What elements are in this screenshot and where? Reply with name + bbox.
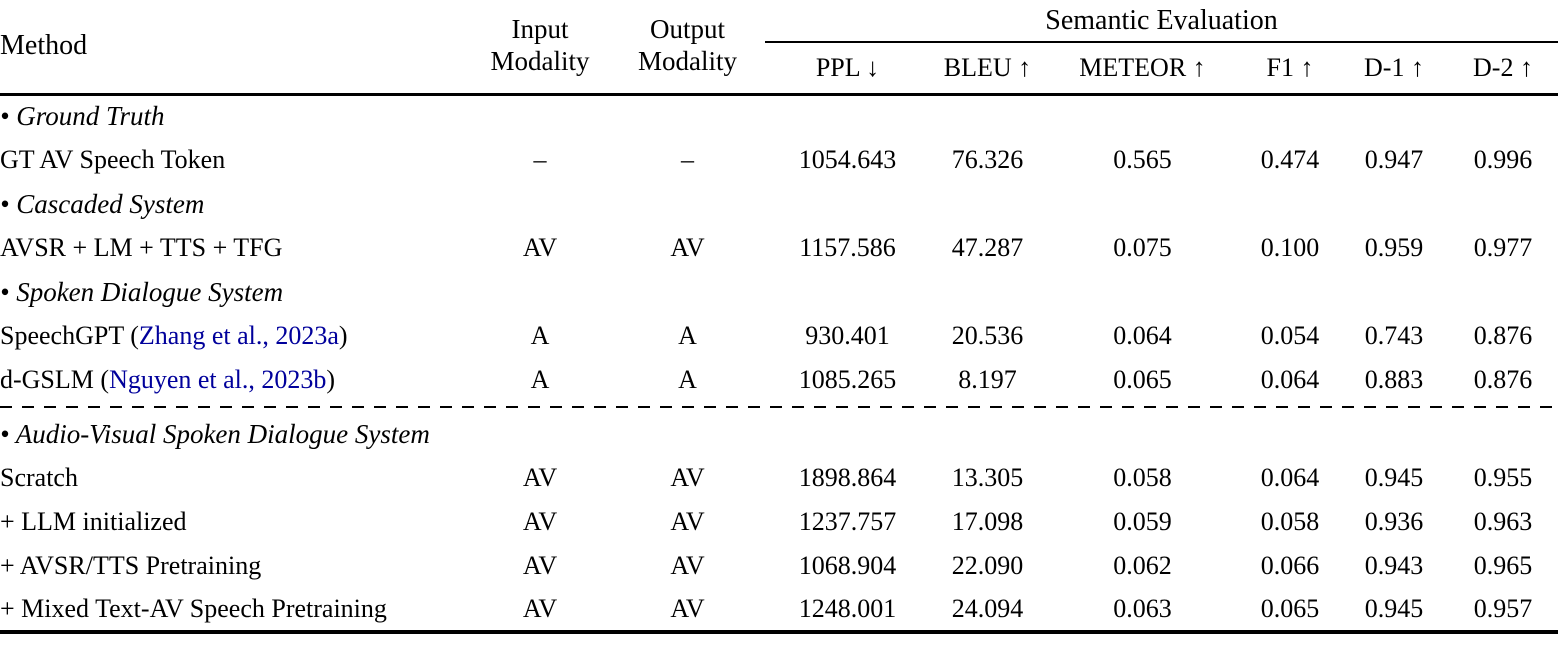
col-header-bleu: BLEU ↑ <box>943 52 1032 82</box>
f1-cell: 0.065 <box>1240 588 1340 632</box>
output-modality-line2: Modality <box>638 46 737 77</box>
col-header-meteor: METEOR ↑ <box>1079 52 1206 82</box>
input-modality-cell: AV <box>470 588 610 632</box>
ppl-cell: 1054.643 <box>798 145 897 174</box>
input-modality-cell: A <box>530 365 550 394</box>
meteor-cell: 0.065 <box>1113 365 1172 394</box>
method-cell <box>0 588 470 632</box>
table-row-speechgpt <box>0 314 1558 358</box>
bleu-cell: 76.326 <box>951 145 1024 174</box>
citation-link[interactable]: Zhang et al., 2023a <box>138 321 339 350</box>
method-text: GT AV Speech Token <box>0 145 226 174</box>
output-modality-cell: AV <box>670 551 705 580</box>
output-modality-cell: A <box>678 321 697 350</box>
table-row-avsr-tts-pretraining <box>0 544 1558 588</box>
input-modality-line1: Input <box>511 14 569 45</box>
ppl-cell: 1248.001 <box>765 588 930 632</box>
d1-cell: 0.943 <box>1364 551 1424 580</box>
method-cell <box>0 138 470 182</box>
bleu-cell: 47.287 <box>951 233 1024 262</box>
section-row-audio-visual-spoken-dialogue-system <box>0 412 1558 456</box>
table-row-mixed-text-av-speech-pretraining <box>0 588 1558 632</box>
col-header-d2: D-2 ↑ <box>1473 52 1533 82</box>
ppl-cell: 1157.586 <box>799 233 896 262</box>
method-cell <box>0 226 470 270</box>
col-header-method: Method <box>0 30 88 62</box>
dashed-divider-rule <box>0 402 1558 412</box>
output-modality-cell: AV <box>670 507 705 536</box>
section-header: • Cascaded System <box>0 188 205 219</box>
bleu-cell: 22.090 <box>951 551 1024 580</box>
bleu-cell: 8.197 <box>958 365 1017 394</box>
col-header-d1: D-1 ↑ <box>1364 52 1424 82</box>
section-row-cascaded-system <box>0 182 1558 226</box>
meteor-cell: 0.565 <box>1113 145 1172 174</box>
f1-cell: 0.100 <box>1260 233 1320 262</box>
method-text: + Mixed Text-AV Speech Pretraining <box>0 594 387 623</box>
bleu-cell: 24.094 <box>930 588 1045 632</box>
header-row-top <box>0 0 1558 42</box>
ppl-cell: 930.401 <box>805 321 890 350</box>
table-header <box>0 0 1558 94</box>
d1-cell: 0.743 <box>1364 321 1424 350</box>
f1-cell: 0.058 <box>1260 507 1320 536</box>
input-modality-cell: AV <box>522 463 558 492</box>
output-modality-cell: AV <box>670 463 705 492</box>
d2-cell: 0.876 <box>1473 321 1533 350</box>
ppl-cell: 1068.904 <box>798 551 897 580</box>
input-modality-line2: Modality <box>490 46 590 77</box>
ppl-cell: 1898.864 <box>798 463 897 492</box>
output-modality-cell: A <box>678 365 697 394</box>
bleu-cell: 20.536 <box>951 321 1024 350</box>
d1-cell: 0.936 <box>1364 507 1424 536</box>
d1-cell: 0.883 <box>1364 365 1424 394</box>
meteor-cell: 0.075 <box>1113 233 1172 262</box>
method-cell <box>0 456 470 500</box>
dashed-rule <box>0 402 1558 412</box>
d1-cell: 0.959 <box>1364 233 1424 262</box>
section-row-ground-truth <box>0 94 1558 138</box>
method-cell <box>0 544 470 588</box>
table-row-llm-initialized <box>0 500 1558 544</box>
col-header-input-modality <box>470 0 610 94</box>
input-modality-cell: – <box>533 145 547 174</box>
bleu-cell: 13.305 <box>951 463 1024 492</box>
group-header-semantic-evaluation: Semantic Evaluation <box>765 0 1558 42</box>
d2-cell: 0.977 <box>1473 233 1533 262</box>
meteor-cell: 0.058 <box>1113 463 1172 492</box>
d2-cell: 0.876 <box>1473 365 1533 394</box>
table-row-gt-av-speech-token <box>0 138 1558 182</box>
citation-link[interactable]: Nguyen et al., 2023b <box>109 365 327 394</box>
d2-cell: 0.963 <box>1473 507 1533 536</box>
col-header-output-modality <box>610 0 765 94</box>
meteor-cell: 0.062 <box>1113 551 1172 580</box>
section-header: • Spoken Dialogue System <box>0 276 284 307</box>
method-text-suffix: ) <box>326 365 336 394</box>
d1-cell: 0.947 <box>1364 145 1424 174</box>
method-text: d-GSLM ( <box>0 365 110 394</box>
f1-cell: 0.054 <box>1260 321 1320 350</box>
output-modality-line1: Output <box>649 14 725 45</box>
method-cell <box>0 358 470 402</box>
d1-cell: 0.945 <box>1340 588 1448 632</box>
input-modality-cell: AV <box>522 551 558 580</box>
f1-cell: 0.064 <box>1260 365 1320 394</box>
output-modality-cell: AV <box>670 233 705 262</box>
input-modality-cell: AV <box>522 507 558 536</box>
table-body <box>0 94 1558 632</box>
output-modality-cell: – <box>681 145 694 174</box>
f1-cell: 0.066 <box>1260 551 1320 580</box>
input-modality-cell: A <box>530 321 550 350</box>
section-row-spoken-dialogue-system <box>0 270 1558 314</box>
method-text: SpeechGPT ( <box>0 321 139 350</box>
method-cell <box>0 314 470 358</box>
table-row-scratch <box>0 456 1558 500</box>
method-text-suffix: ) <box>338 321 348 350</box>
ppl-cell: 1085.265 <box>798 365 897 394</box>
method-text: AVSR + LM + TTS + TFG <box>0 233 283 262</box>
d1-cell: 0.945 <box>1364 463 1424 492</box>
f1-cell: 0.064 <box>1260 463 1320 492</box>
bleu-cell: 17.098 <box>951 507 1024 536</box>
table-row-d-gslm <box>0 358 1558 402</box>
table-row-avsr-lm-tts-tfg <box>0 226 1558 270</box>
col-header-ppl: PPL ↓ <box>815 52 880 82</box>
meteor-cell: 0.064 <box>1113 321 1172 350</box>
d2-cell: 0.996 <box>1473 145 1533 174</box>
output-modality-cell: AV <box>610 588 765 632</box>
meteor-cell: 0.063 <box>1045 588 1240 632</box>
section-header: • Ground Truth <box>0 101 165 132</box>
col-header-f1: F1 ↑ <box>1266 52 1314 82</box>
method-cell <box>0 500 470 544</box>
f1-cell: 0.474 <box>1260 145 1320 174</box>
d2-cell: 0.965 <box>1473 551 1533 580</box>
method-text: Scratch <box>0 463 78 492</box>
ppl-cell: 1237.757 <box>798 507 897 536</box>
d2-cell: 0.955 <box>1473 463 1533 492</box>
meteor-cell: 0.059 <box>1113 507 1172 536</box>
method-text: + LLM initialized <box>0 507 187 536</box>
method-text: + AVSR/TTS Pretraining <box>0 551 262 580</box>
input-modality-cell: AV <box>522 233 558 262</box>
section-header: • Audio-Visual Spoken Dialogue System <box>0 418 430 449</box>
d2-cell: 0.957 <box>1448 588 1558 632</box>
